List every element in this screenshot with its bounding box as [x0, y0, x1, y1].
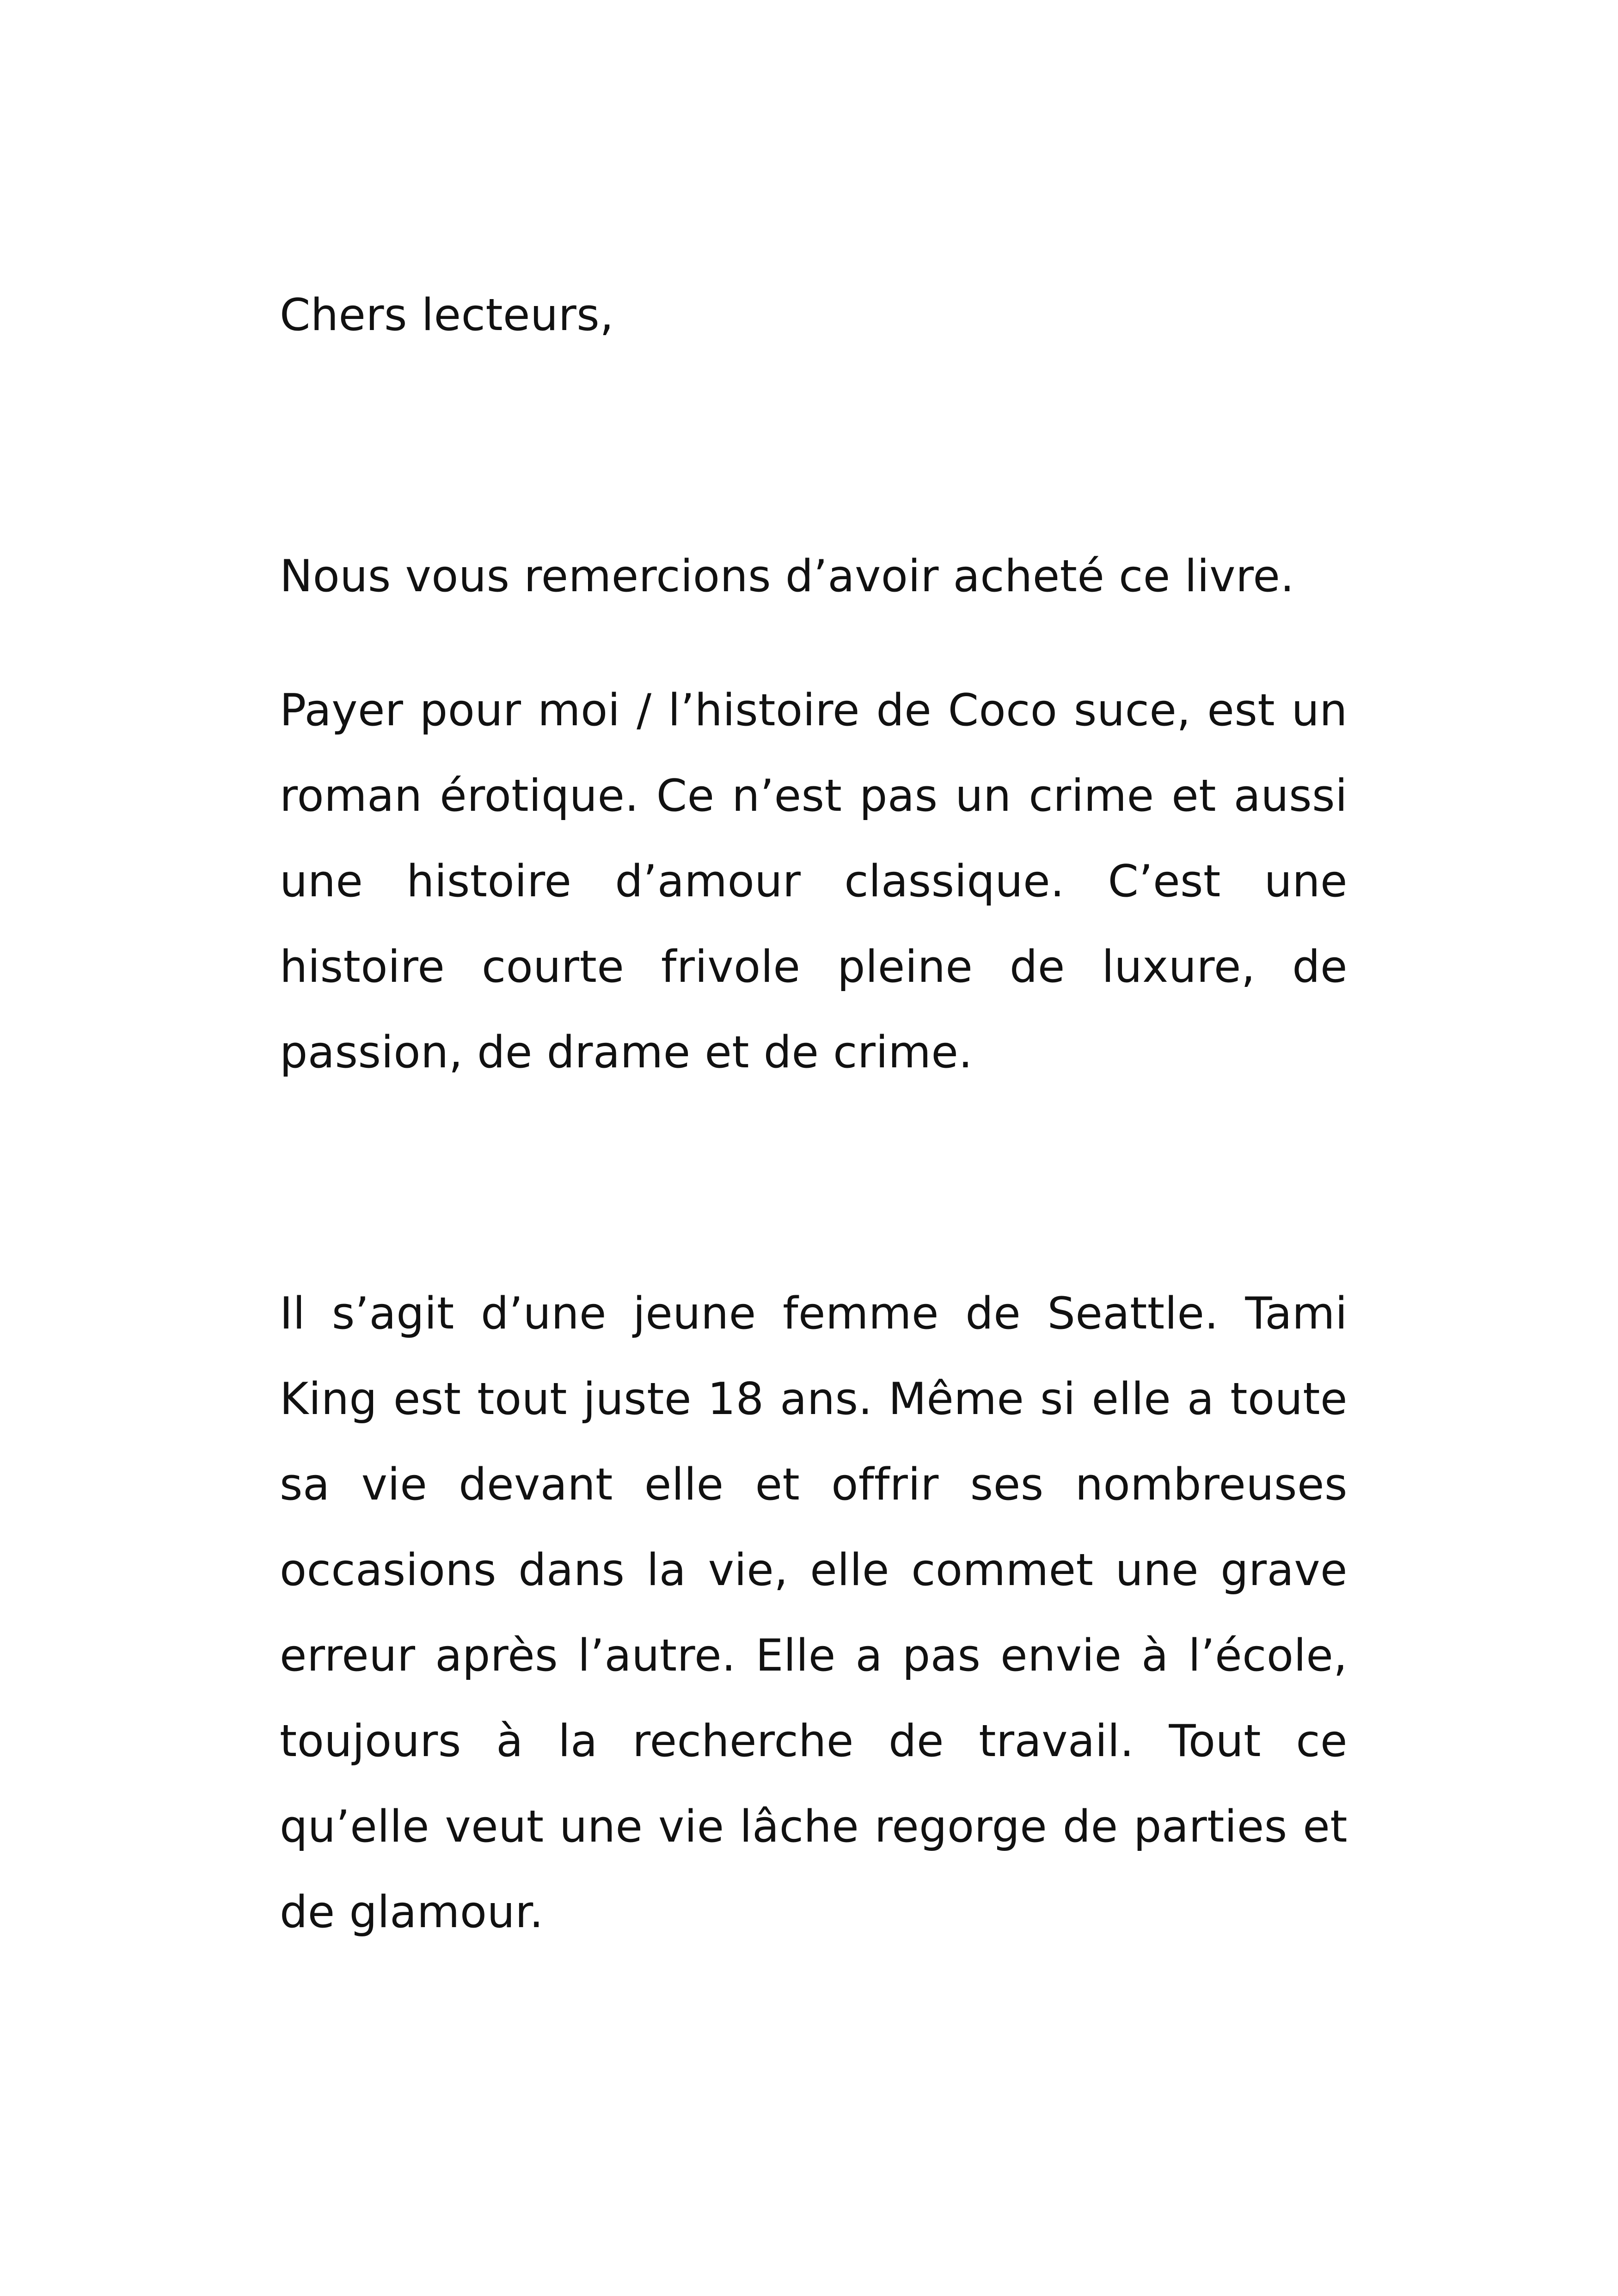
paragraph-intro: Payer pour moi / l’histoire de Coco suce, est un roman érotique. Ce n’est pas un crime et aussi une histoire d’amour classique. C’est une histoire courte frivole pleine de luxure, de passion, de drame et de crime.: [280, 685, 1348, 1078]
thanks-line: Nous vous remercions d’avoir acheté ce livre.: [280, 551, 1295, 602]
salutation: Chers lecteurs,: [280, 290, 614, 341]
paragraph-story: Il s’agit d’une jeune femme de Seattle. Tami King est tout juste 18 ans. Même si elle a toute sa vie devant elle et offrir ses nombreuses occasions dans la vie, elle commet une grave erreur après l’autre. Elle a pas envie à l’école, toujours à la recherche de travail. Tout ce qu’elle veut une vie lâche regorge de parties et de glamour.: [280, 1288, 1348, 1938]
